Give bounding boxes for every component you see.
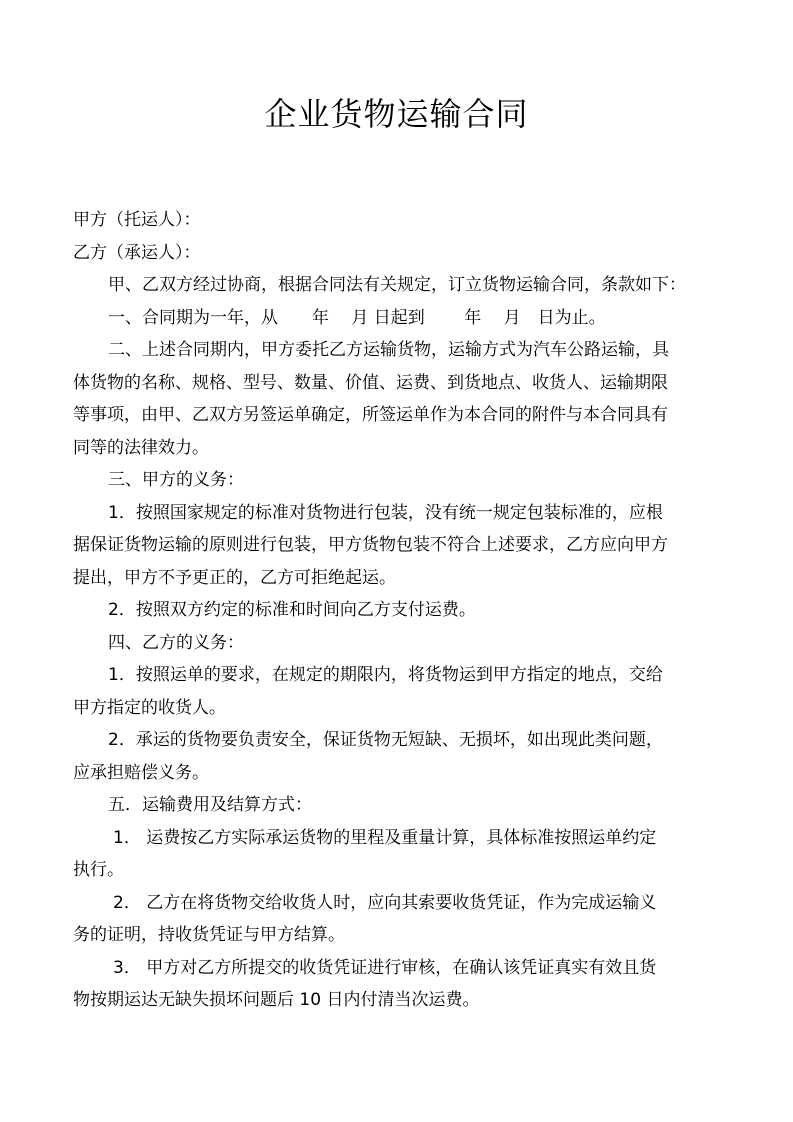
contract-body (73, 204, 723, 1017)
text-line: 1． 运费按乙方实际承运货物的里程及重量计算，具体标准按照运单约定 (113, 827, 657, 848)
document-title: 企业货物运输合同 (264, 95, 529, 133)
text-line: 3． 甲方对乙方所提交的收货凭证进行审核，在确认该凭证真实有效且货 (113, 957, 657, 978)
text-line: 四、乙方的义务： (108, 632, 244, 653)
text-line: 体货物的名称、规格、型号、数量、价值、运费、到货地点、收货人、运输期限 (73, 372, 668, 393)
text-line: 执行。 (73, 860, 124, 880)
text-line: 甲、乙双方经过协商，根据合同法有关规定，订立货物运输合同，条款如下： (108, 275, 686, 295)
text-line: 2． 乙方在将货物交给收货人时，应向其索要收货凭证，作为完成运输义 (113, 892, 657, 913)
text-line: 务的证明，持收货凭证与甲方结算。 (73, 925, 345, 945)
text-line: 甲方（托运人）： (73, 210, 201, 230)
text-line: 物按期运达无缺失损坏问题后 10 日内付清当次运费。 (73, 990, 480, 1010)
text-line: 一、合同期为一年，从 年 月 日起到 年 月 日为止。 (108, 307, 606, 328)
text-line: 应承担赔偿义务。 (73, 762, 209, 783)
text-line: 三、甲方的义务： (108, 470, 244, 490)
text-line: 1．按照国家规定的标准对货物进行包装，没有统一规定包装标准的，应根 (108, 502, 663, 523)
text-line: 2．按照双方约定的标准和时间向乙方支付运费。 (108, 600, 476, 620)
text-line: 2．承运的货物要负责安全，保证货物无短缺、无损坏，如出现此类问题， (108, 730, 663, 750)
text-line: 二、上述合同期内，甲方委托乙方运输货物，运输方式为汽车公路运输，具 (108, 340, 669, 360)
text-line: 1．按照运单的要求，在规定的期限内，将货物运到甲方指定的地点，交给 (108, 665, 663, 685)
text-line: 乙方（承运人）： (73, 242, 201, 263)
text-line: 甲方指定的收货人。 (73, 697, 226, 718)
text-line: 据保证货物运输的原则进行包装，甲方货物包装不符合上述要求，乙方应向甲方 (73, 535, 668, 555)
text-line: 提出，甲方不予更正的，乙方可拒绝起运。 (73, 567, 396, 588)
text-line: 同等的法律效力。 (73, 437, 209, 458)
text-line: 五．运输费用及结算方式： (108, 795, 312, 815)
text-line: 等事项，由甲、乙双方另签运单确定，所签运单作为本合同的附件与本合同具有 (73, 405, 668, 425)
